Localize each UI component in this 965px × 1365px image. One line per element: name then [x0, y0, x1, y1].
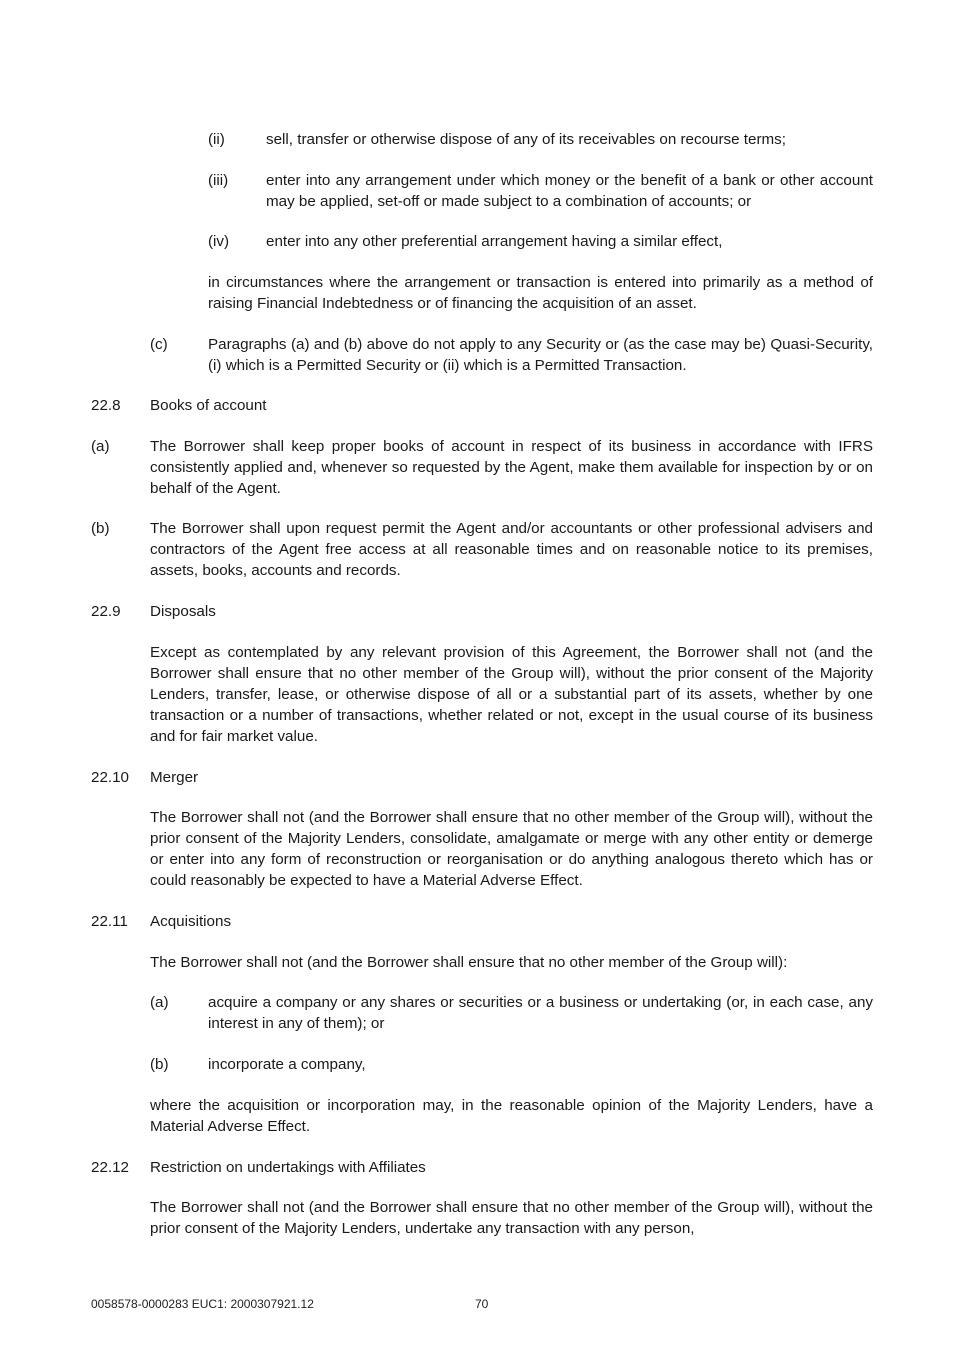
list-item-label-ii: (ii) — [208, 131, 225, 148]
section-intro-22-11: The Borrower shall not (and the Borrower shall ensure that no other member of the Group will): — [150, 954, 788, 971]
section-title-22-9: Disposals — [150, 603, 216, 620]
list-item-text-iii: enter into any arrangement under which money or the benefit of a bank or other account may be applied, set-off or made subject to a combination of accounts; or — [266, 172, 873, 210]
acq-item-a-label: (a) — [150, 994, 169, 1011]
section-number-22-12: 22.12 — [91, 1159, 130, 1176]
section-number-22-11: 22.11 — [91, 913, 128, 930]
para-a-label: (a) — [91, 438, 110, 455]
footer-page-number: 70 — [475, 1297, 489, 1311]
section-title-22-10: Merger — [150, 769, 199, 786]
section-body-22-10: The Borrower shall not (and the Borrower shall ensure that no other member of the Group will), without the prior consent of the Majority Lenders, consolidate, amalgamate or merge with any other entity or demerge or enter into any form of reconstruction or reorganisation or do anything analogous thereto which has or could reasonably be expected to have a Material Adverse Effect. — [150, 809, 873, 889]
list-item-text-ii: sell, transfer or otherwise dispose of any of its receivables on recourse terms; — [266, 131, 786, 148]
section-body-22-9: Except as contemplated by any relevant provision of this Agreement, the Borrower shall not (and the Borrower shall ensure that no other member of the Group will), without the prior consent of the Majority Lenders, transfer, lease, or otherwise dispose of all or a substantial part of its assets, whether by one transaction or a number of transactions, whether related or not, except in the usual course of its business and for fair market value. — [150, 644, 873, 745]
section-number-22-9: 22.9 — [91, 603, 121, 620]
footer-doc-reference: 0058578-0000283 EUC1: 2000307921.12 — [91, 1297, 314, 1311]
section-title-22-12: Restriction on undertakings with Affiliates — [150, 1159, 426, 1176]
section-body-22-12: The Borrower shall not (and the Borrower shall ensure that no other member of the Group will), without the prior consent of the Majority Lenders, undertake any transaction with any person, — [150, 1199, 873, 1237]
list-item-label-iv: (iv) — [208, 233, 230, 250]
para-c-text: Paragraphs (a) and (b) above do not apply to any Security or (as the case may be) Quasi-Security, (i) which is a Permitted Security or (ii) which is a Permitted Transaction. — [208, 336, 873, 374]
acq-item-a-text: acquire a company or any shares or securities or a business or undertaking (or, in each case, any interest in any of them); or — [208, 994, 873, 1032]
para-b-label: (b) — [91, 520, 110, 537]
section-number-22-10: 22.10 — [91, 769, 130, 786]
acq-item-b-text: incorporate a company, — [208, 1056, 366, 1073]
list-item-label-iii: (iii) — [208, 172, 229, 189]
para-b-text: The Borrower shall upon request permit the Agent and/or accountants or other professional advisers and contractors of the Agent free access at all reasonable times and on reasonable notice to its premises, assets, books, accounts and records. — [150, 520, 873, 579]
list-tail-paragraph: in circumstances where the arrangement or transaction is entered into primarily as a method of raising Financial Indebtedness or of financing the acquisition of an asset. — [208, 274, 873, 312]
acq-item-b-label: (b) — [150, 1056, 169, 1073]
section-number-22-8: 22.8 — [91, 397, 121, 414]
section-title-22-11: Acquisitions — [150, 913, 232, 930]
section-tail-22-11: where the acquisition or incorporation may, in the reasonable opinion of the Majority Lenders, have a Material Adverse Effect. — [150, 1097, 873, 1135]
list-item-text-iv: enter into any other preferential arrangement having a similar effect, — [266, 233, 723, 250]
para-a-text: The Borrower shall keep proper books of account in respect of its business in accordance with IFRS consistently applied and, whenever so requested by the Agent, make them available for inspection by or on behalf of the Agent. — [150, 438, 873, 497]
section-title-22-8: Books of account — [150, 397, 267, 414]
para-c-label: (c) — [150, 336, 168, 353]
